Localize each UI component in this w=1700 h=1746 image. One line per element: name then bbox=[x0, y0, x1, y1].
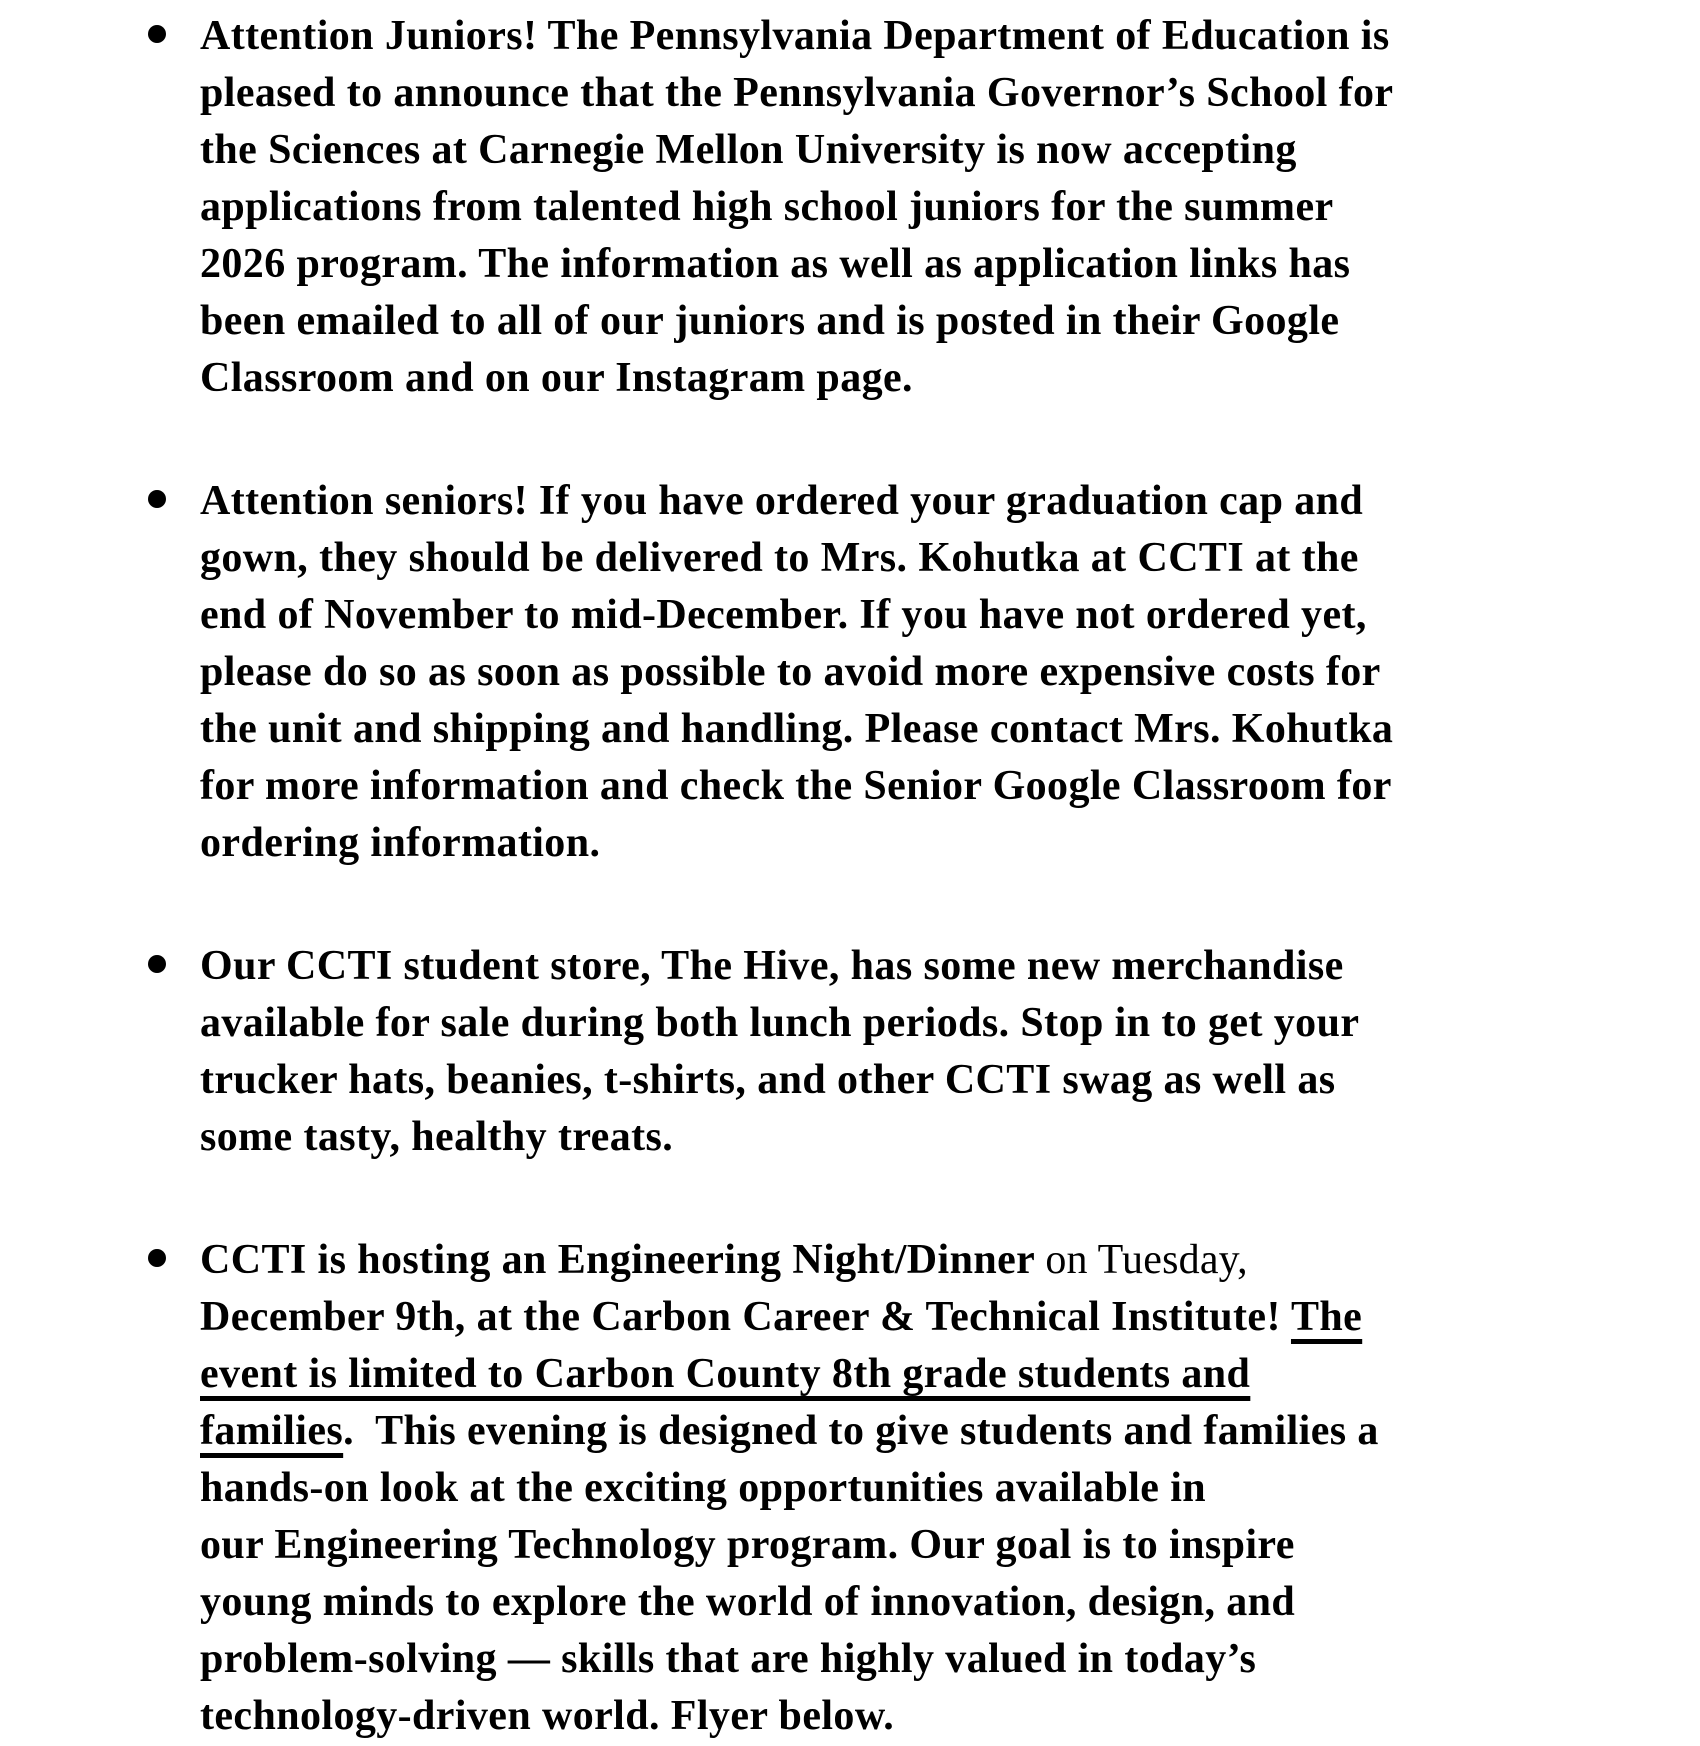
announcement-line: gown, they should be delivered to Mrs. Kohutka at CCTI at the bbox=[200, 535, 1359, 581]
announcement-line: Attention seniors! If you have ordered your graduation cap and bbox=[200, 478, 1364, 524]
announcement-engineering-night-dinner bbox=[200, 1232, 1640, 1745]
announcement-line bbox=[200, 1346, 1640, 1403]
announcement-student-store-the-hive bbox=[200, 938, 1640, 1166]
announcement-juniors-governors-school bbox=[200, 8, 1640, 407]
announcement-text-bold: December 9th, at the Carbon Career & Technical Institute! bbox=[200, 1294, 1291, 1340]
announcement-line: for more information and check the Senior Google Classroom for bbox=[200, 763, 1392, 809]
announcement-line: the Sciences at Carnegie Mellon University is now accepting bbox=[200, 127, 1297, 173]
announcement-line: our Engineering Technology program. Our goal is to inspire bbox=[200, 1522, 1295, 1568]
underlined-text: families bbox=[200, 1408, 344, 1454]
announcement-line: technology-driven world. Flyer below. bbox=[200, 1693, 895, 1739]
announcement-line: hands-on look at the exciting opportunities available in bbox=[200, 1465, 1207, 1511]
announcement-line: applications from talented high school juniors for the summer bbox=[200, 184, 1334, 230]
underlined-text: event is limited to Carbon County 8th grade students and bbox=[200, 1351, 1251, 1397]
announcement-line bbox=[200, 1232, 1640, 1289]
announcement-line bbox=[200, 1403, 1640, 1460]
announcement-line: Our CCTI student store, The Hive, has some new merchandise bbox=[200, 943, 1344, 989]
announcement-line: trucker hats, beanies, t-shirts, and other CCTI swag as well as bbox=[200, 1057, 1336, 1103]
announcement-line: pleased to announce that the Pennsylvania Governor’s School for bbox=[200, 70, 1394, 116]
announcement-text-light: on Tuesday, bbox=[1045, 1237, 1248, 1283]
announcement-line: the unit and shipping and handling. Please contact Mrs. Kohutka bbox=[200, 706, 1394, 752]
announcement-line: 2026 program. The information as well as application links has bbox=[200, 241, 1351, 287]
announcement-line: Attention Juniors! The Pennsylvania Department of Education is bbox=[200, 13, 1390, 59]
announcement-line: ordering information. bbox=[200, 820, 601, 866]
announcement-line bbox=[200, 1289, 1640, 1346]
announcement-text-bold: . This evening is designed to give students and families a bbox=[343, 1408, 1379, 1454]
announcement-line: some tasty, healthy treats. bbox=[200, 1114, 674, 1160]
underlined-text: The bbox=[1290, 1294, 1363, 1340]
announcement-text-bold: CCTI is hosting an Engineering Night/Dinner bbox=[200, 1237, 1046, 1283]
bullet-marker-icon bbox=[148, 955, 166, 973]
announcement-line: please do so as soon as possible to avoid more expensive costs for bbox=[200, 649, 1381, 695]
announcement-line: Classroom and on our Instagram page. bbox=[200, 355, 913, 401]
bullet-marker-icon bbox=[148, 25, 166, 43]
bullet-marker-icon bbox=[148, 1249, 166, 1267]
announcement-line: available for sale during both lunch periods. Stop in to get your bbox=[200, 1000, 1360, 1046]
bullet-marker-icon bbox=[148, 490, 166, 508]
announcement-line: young minds to explore the world of innovation, design, and bbox=[200, 1579, 1296, 1625]
announcement-line: been emailed to all of our juniors and is posted in their Google bbox=[200, 298, 1340, 344]
announcement-line: problem-solving — skills that are highly valued in today’s bbox=[200, 1636, 1257, 1682]
announcement-seniors-cap-and-gown bbox=[200, 473, 1640, 872]
announcement-line: end of November to mid-December. If you have not ordered yet, bbox=[200, 592, 1367, 638]
